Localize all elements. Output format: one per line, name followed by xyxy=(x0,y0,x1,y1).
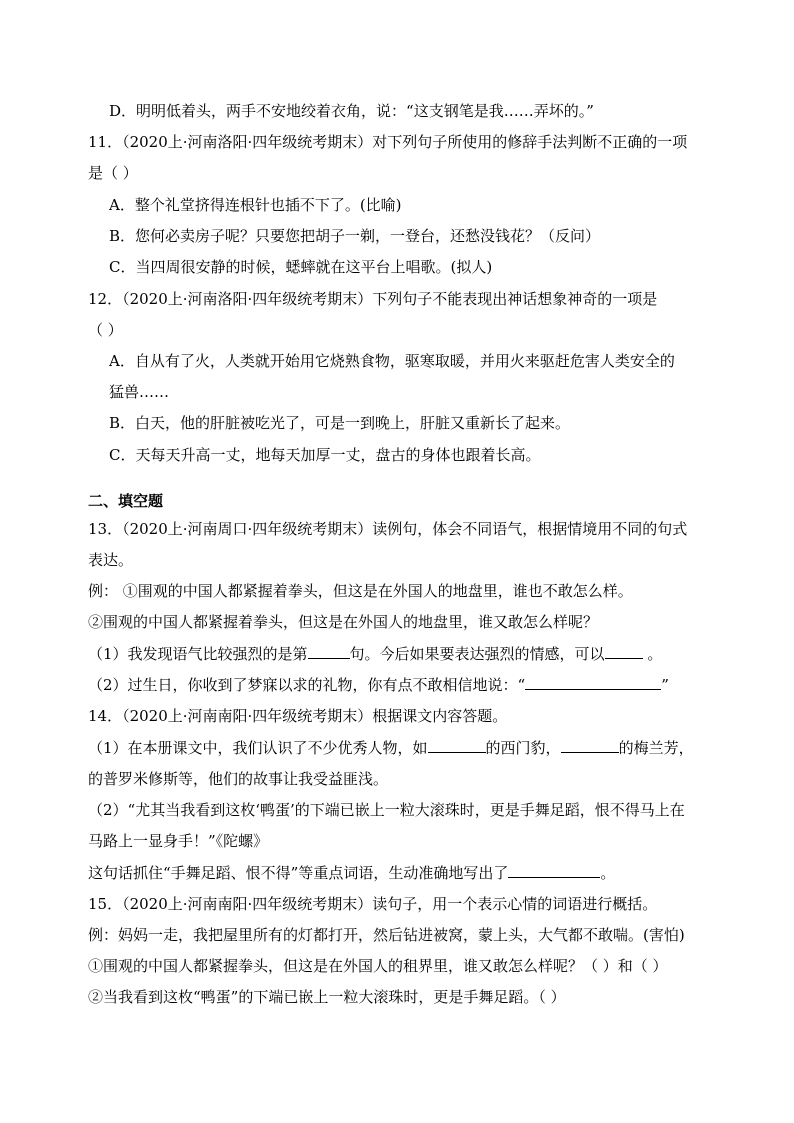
q11-stem: 11．（2020上·河南洛阳·四年级统考期末）对下列句子所使用的修辞手法判断不正确的一项 xyxy=(88,133,688,151)
q12-stem: 12．（2020上·河南洛阳·四年级统考期末）下列句子不能表现出神话想象神奇的一项是 xyxy=(88,290,658,308)
q15-item-1: ①围观的中国人都紧握拳头，但这是在外国人的租界里，谁又敢怎么样呢？（ ）和（ ） xyxy=(88,957,668,975)
q12-stem-cont: （ ） xyxy=(88,321,123,339)
section-heading: 二、填空题 xyxy=(88,492,164,510)
q12-option-a-cont: 猛兽…… xyxy=(109,383,170,401)
q13-sub2 xyxy=(88,674,669,696)
q12-option-c: C．天每天升高一丈，地每天加厚一丈，盘古的身体也跟着长高。 xyxy=(109,446,541,464)
q11-option-b: B．您何必卖房子呢？只要您把胡子一剃，一登台，还愁没钱花？（反问） xyxy=(109,227,601,245)
q13-sub1-text-c: 。 xyxy=(642,645,663,663)
q12-option-a: A．自从有了火，人类就开始用它烧熟食物，驱寒取暖，并用火来驱赶危害人类安全的 xyxy=(109,352,675,370)
answer-blank[interactable] xyxy=(508,863,600,878)
q14-sub2-cont: 马路上一显身手！”《陀螺》 xyxy=(88,832,269,850)
answer-blank[interactable] xyxy=(308,644,350,659)
q14-sub2-text-b: 。 xyxy=(600,864,616,882)
q11-stem-cont: 是（ ） xyxy=(88,164,138,182)
q14-sub1-text-c: 的梅兰芳， xyxy=(618,739,694,757)
q13-sub2-text-b: ” xyxy=(661,676,669,694)
q15-stem: 15．（2020上·河南南阳·四年级统考期末）读句子，用一个表示心情的词语进行概括。 xyxy=(88,895,658,913)
answer-blank[interactable] xyxy=(525,675,661,690)
answer-blank[interactable] xyxy=(561,738,619,753)
q12-option-b: B．白天，他的肝脏被吃光了，可是一到晚上，肝脏又重新长了起来。 xyxy=(109,414,571,432)
q10-option-d: D．明明低着头，两手不安地绞着衣角，说：“这支钢笔是我……弄坏的。” xyxy=(109,102,594,120)
q13-sub1 xyxy=(88,643,662,665)
q14-sub2-question xyxy=(88,862,615,884)
q13-stem: 13．（2020上·河南周口·四年级统考期末）读例句，体会不同语气，根据情境用不同的句式 xyxy=(88,520,688,538)
q15-item-2: ②当我看到这枚“鸭蛋”的下端已嵌上一粒大滚珠时，更是手舞足蹈。（ ） xyxy=(88,988,566,1006)
answer-blank[interactable] xyxy=(605,644,643,659)
q11-option-c: C．当四周很安静的时候，蟋蟀就在这平台上唱歌。(拟人) xyxy=(109,258,493,276)
q13-sub2-text-a: （2）过生日，你收到了梦寐以求的礼物，你有点不敢相信地说：“ xyxy=(88,676,526,694)
q13-example-1: 例： ①围观的中国人都紧握着拳头，但这是在外国人的地盘里，谁也不敢怎么样。 xyxy=(88,582,633,600)
q14-sub2: （2）“尤其当我看到这枚‘鸭蛋’的下端已嵌上一粒大滚珠时，更是手舞足蹈，恨不得马上在 xyxy=(88,801,685,819)
q14-sub1-text-b: 的西门豹， xyxy=(485,739,561,757)
q14-sub2-text-a: 这句话抓住“手舞足蹈、恨不得”等重点词语，生动准确地写出了 xyxy=(88,864,509,882)
q13-sub1-text-b: 句。今后如果要表达强烈的情感，可以 xyxy=(349,645,605,663)
q13-example-2: ②围观的中国人都紧握着拳头，但这是在外国人的地盘里，谁又敢怎么样呢？ xyxy=(88,613,599,631)
q13-stem-cont: 表达。 xyxy=(88,551,134,569)
answer-blank[interactable] xyxy=(428,738,486,753)
q11-option-a: A．整个礼堂挤得连根针也插不下了。(比喻) xyxy=(109,196,402,214)
q14-sub1-cont: 的普罗米修斯等，他们的故事让我受益匪浅。 xyxy=(88,770,389,788)
q15-example: 例：妈妈一走，我把屋里所有的灯都打开，然后钻进被窝，蒙上头，大气都不敢喘。(害怕) xyxy=(88,926,685,944)
q14-stem: 14．（2020上·河南南阳·四年级统考期末）根据课文内容答题。 xyxy=(88,707,508,725)
q13-sub1-text-a: （1）我发现语气比较强烈的是第 xyxy=(88,645,308,663)
q14-sub1 xyxy=(88,737,694,759)
q14-sub1-text-a: （1）在本册课文中，我们认识了不少优秀人物，如 xyxy=(88,739,428,757)
